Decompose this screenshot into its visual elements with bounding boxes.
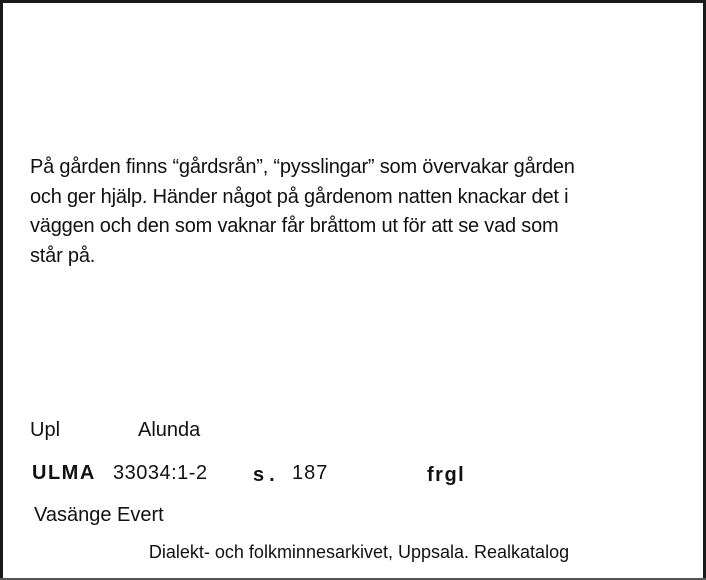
category: frgl	[427, 464, 466, 486]
parish: Alunda	[138, 419, 201, 441]
page-label: s.	[253, 464, 280, 486]
record-text-line: väggen och den som vaknar får bråttom ut för att se vad som	[30, 215, 559, 237]
page-number: 187	[292, 462, 329, 484]
archive-code: ULMA	[32, 462, 96, 484]
province: Upl	[30, 419, 61, 441]
record-text-line: står på.	[30, 244, 96, 267]
record-text-line: och ger hjälp. Händer något på gårdenom natten knackar det i	[30, 185, 569, 208]
card-border-top	[0, 0, 706, 3]
institution-footer: Dialekt- och folkminnesarkivet, Uppsala. Realkatalog	[148, 542, 570, 562]
card-border-left	[0, 0, 3, 580]
record-text-line: På gården finns “gårdsrån”, “pysslingar” som övervakar gården	[30, 156, 575, 178]
informant-name: Vasänge Evert	[34, 504, 164, 526]
archive-number: 33034:1-2	[113, 462, 208, 484]
record-text	[30, 153, 680, 271]
